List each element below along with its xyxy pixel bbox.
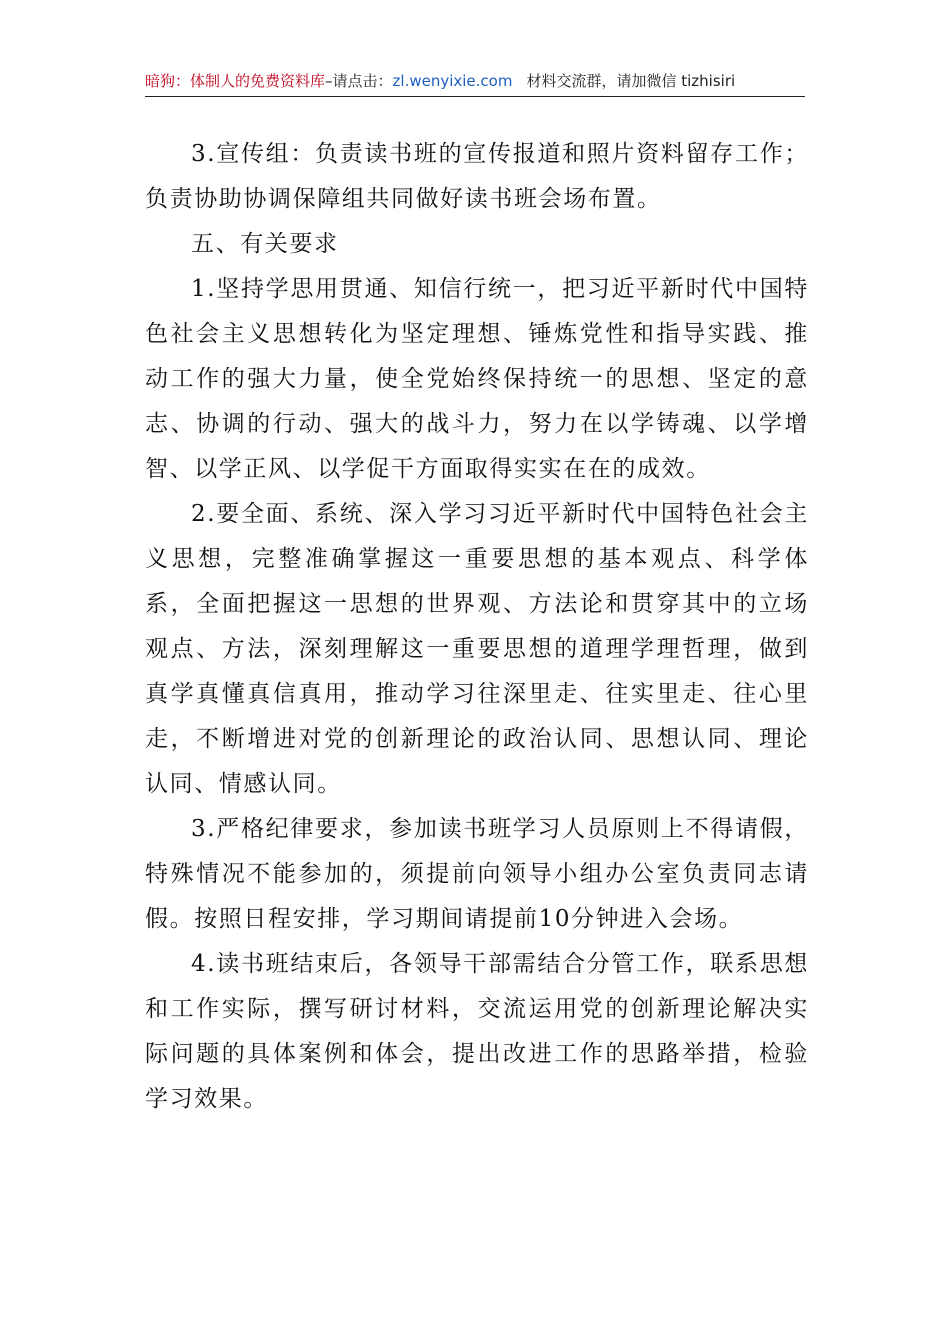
header-wechat-note: 材料交流群，请加微信 tizhisiri (526, 72, 736, 90)
header-link[interactable]: zl.wenyixie.com (392, 72, 513, 90)
paragraph-requirement-3: 3.严格纪律要求，参加读书班学习人员原则上不得请假，特殊情况不能参加的，须提前向领导小组办公室负责同志请假。按照日程安排，学习期间请提前10分钟进入会场。 (145, 816, 809, 932)
paragraph-requirement-2: 2.要全面、系统、深入学习习近平新时代中国特色社会主义思想，完整准确掌握这一重要思想的基本观点、科学体系，全面把握这一思想的世界观、方法论和贯穿其中的立场观点、方法，深刻理解这一重要思想的道理学理哲理，做到真学真懂真信真用，推动学习往深里走、往实里走、往心里走，不断增进对党的创新理论的政治认同、思想认同、理论认同、情感认同。 (145, 501, 809, 797)
section-heading-requirements: 五、有关要求 (191, 231, 339, 257)
header-brand: 暗狗：体制人的免费资料库 (145, 72, 326, 90)
paragraph-publicity-group: 3.宣传组：负责读书班的宣传报道和照片资料留存工作；负责协助协调保障组共同做好读书班会场布置。 (145, 141, 809, 212)
document-body (145, 132, 809, 1122)
paragraph-requirement-1: 1.坚持学思用贯通、知信行统一，把习近平新时代中国特色社会主义思想转化为坚定理想、锤炼党性和指导实践、推动工作的强大力量，使全党始终保持统一的思想、坚定的意志、协调的行动、强大的战斗力，努力在以学铸魂、以学增智、以学正风、以学促干方面取得实实在在的成效。 (145, 276, 809, 482)
paragraph-requirement-4: 4.读书班结束后，各领导干部需结合分管工作，联系思想和工作实际，撰写研讨材料，交流运用党的创新理论解决实际问题的具体案例和体会，提出改进工作的思路举措，检验学习效果。 (145, 951, 809, 1112)
header-prompt: –请点击： (325, 72, 393, 90)
page-header (145, 70, 805, 97)
